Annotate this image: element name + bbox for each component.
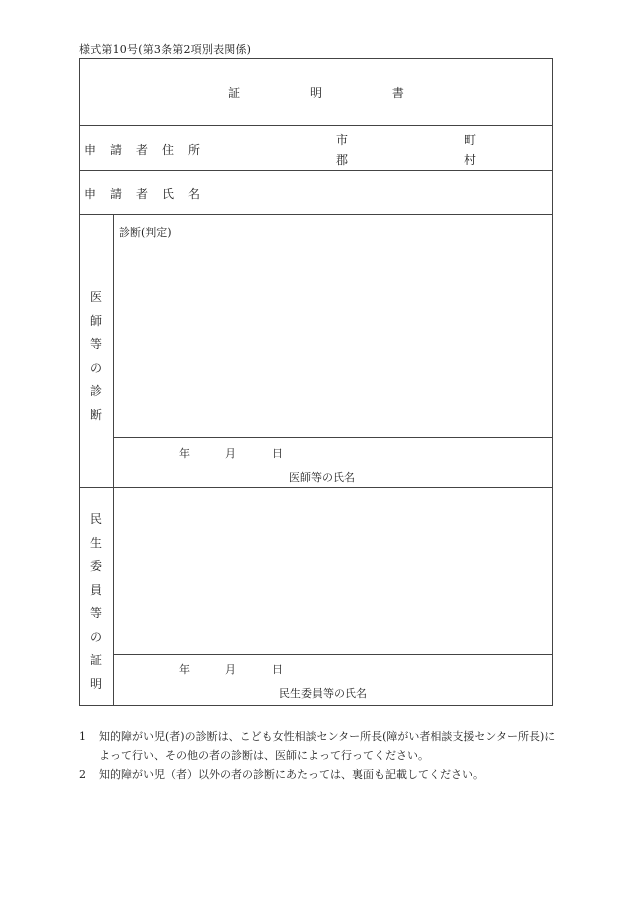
notes-section (79, 727, 559, 784)
welfare-date-divider (113, 654, 553, 655)
city-label-shi: 市 (336, 133, 349, 147)
note-text: 知的障がい児(者)の診断は、こども女性相談センター所長(障がい者相談支援センター所長)によって行い、その他の者の診断は、医師によって行ってください。 (99, 730, 556, 762)
form-reference: 様式第10号(第3条第2項別表関係) (79, 43, 252, 56)
document-title (79, 84, 553, 101)
village-label-mura: 村 (464, 153, 477, 167)
row-divider-name (79, 214, 553, 215)
note-number: 2 (79, 768, 86, 781)
note-item (79, 765, 559, 784)
title-char: 明 (309, 86, 322, 100)
doctor-date-divider (113, 437, 553, 438)
note-number: 1 (79, 730, 86, 743)
welfare-certification-input-area[interactable] (115, 490, 551, 652)
title-char: 証 (228, 86, 241, 100)
row-divider-address (79, 170, 553, 171)
welfare-signature-label: 民生委員等の氏名 (279, 687, 367, 700)
welfare-date-day: 日 (272, 663, 283, 676)
applicant-name-label: 申 請 者 氏 名 (84, 187, 201, 201)
welfare-date-year: 年 (179, 663, 190, 676)
doctor-label-divider (113, 214, 114, 488)
address-input-area[interactable] (215, 127, 550, 168)
frame-top (79, 58, 553, 59)
welfare-section-label: 民 生 委 員 等 の 証 明 (89, 512, 102, 691)
town-label-machi: 町 (464, 133, 477, 147)
row-divider-doctor (79, 487, 553, 488)
doctor-date-day: 日 (272, 447, 283, 460)
doctor-date-month: 月 (225, 447, 236, 460)
city-label-gun: 郡 (336, 153, 349, 167)
doctor-date-year: 年 (179, 447, 190, 460)
note-text: 知的障がい児（者）以外の者の診断にあたっては、裏面も記載してください。 (99, 768, 484, 781)
doctor-section-label: 医 師 等 の 診 断 (89, 290, 102, 422)
frame-right (552, 58, 553, 706)
applicant-address-label: 申 請 者 住 所 (84, 143, 201, 157)
welfare-date-month: 月 (225, 663, 236, 676)
frame-bottom (79, 705, 553, 706)
diagnosis-caption: 診断(判定) (119, 226, 172, 239)
diagnosis-input-area[interactable] (115, 240, 551, 435)
welfare-label-divider (113, 487, 114, 706)
doctor-signature-label: 医師等の氏名 (289, 471, 355, 484)
name-input-area[interactable] (215, 172, 550, 212)
note-item (79, 727, 559, 765)
row-divider-title (79, 125, 553, 126)
title-char: 書 (391, 86, 404, 100)
